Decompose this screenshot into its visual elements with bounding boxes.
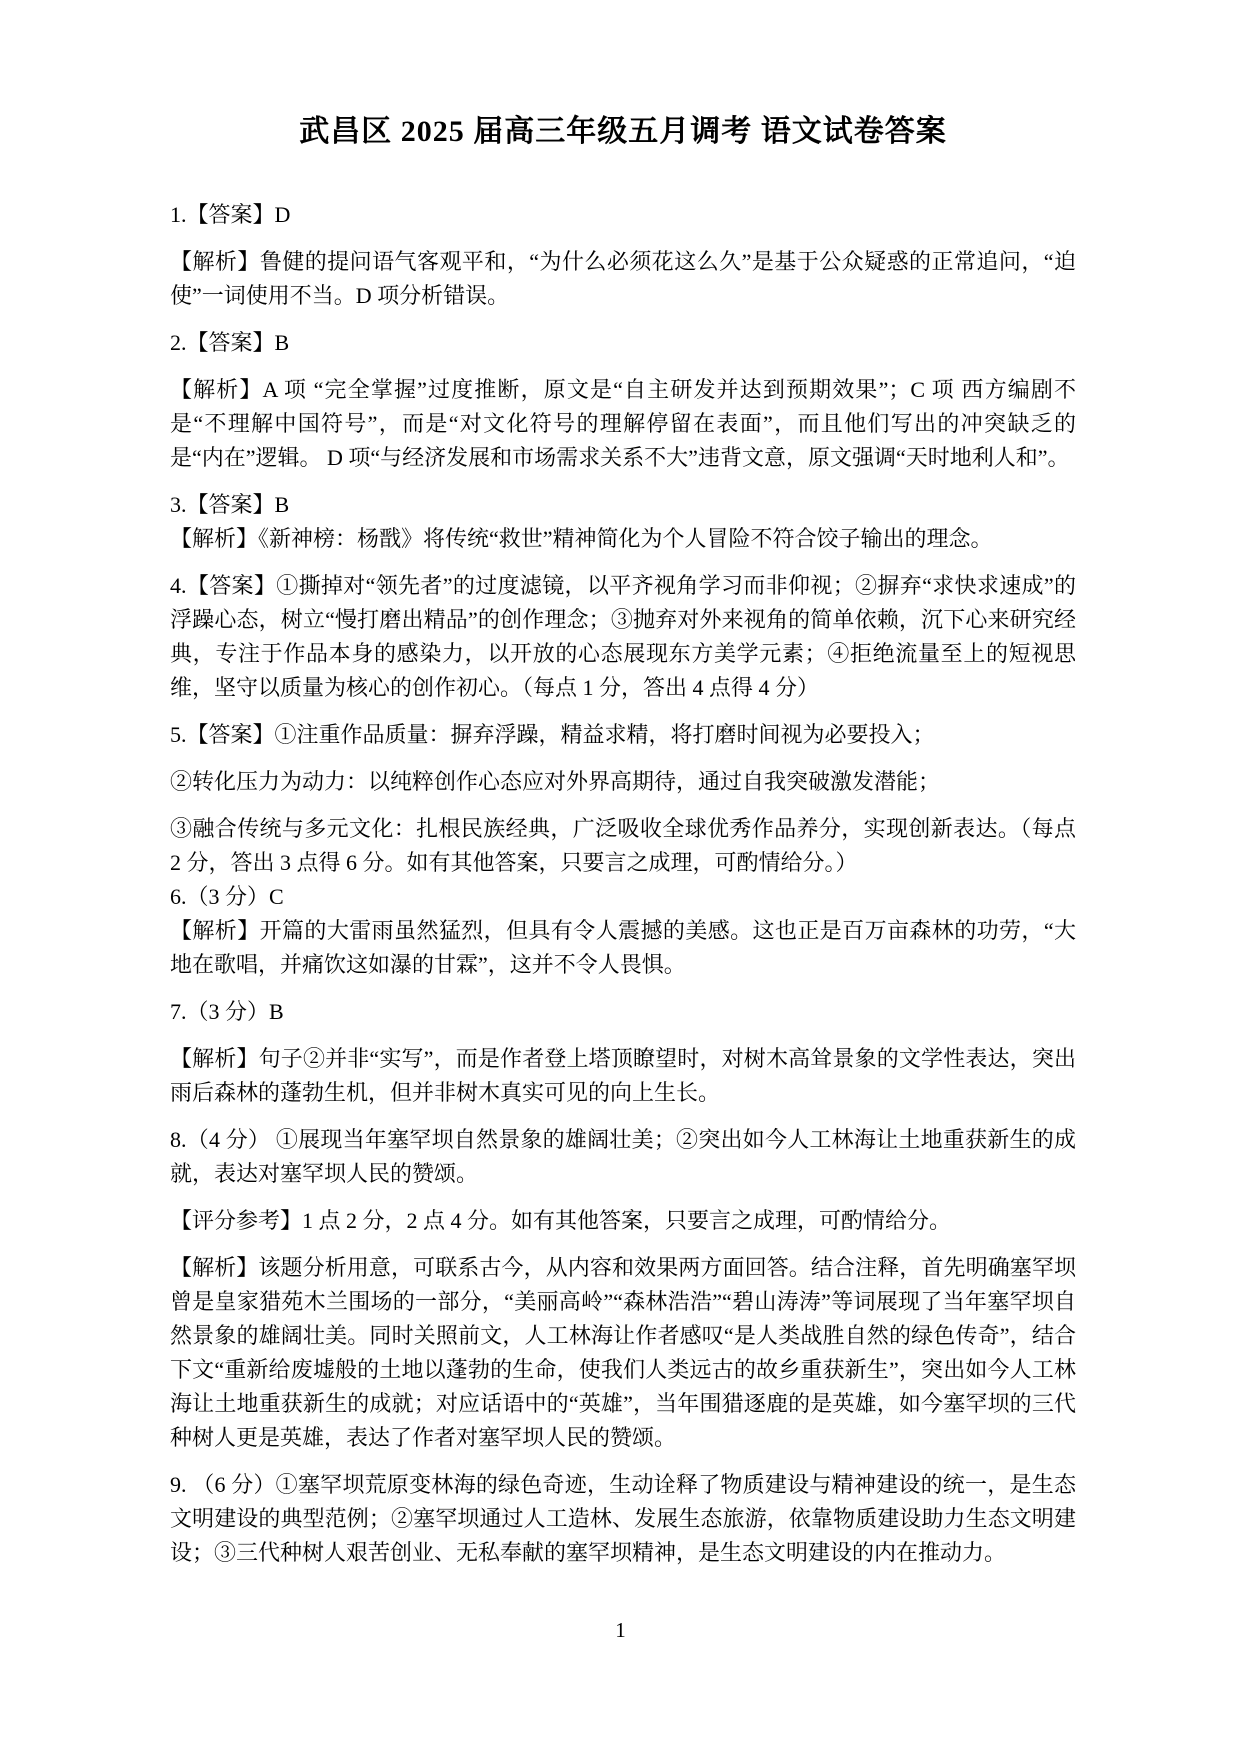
analysis-q1: 【解析】鲁健的提问语气客观平和，“为什么必须花这么久”是基于公众疑惑的正常追问，“迫使”一词使用不当。D 项分析错误。 [170, 249, 1077, 308]
analysis-q7: 【解析】句子②并非“实写”，而是作者登上塔顶瞭望时，对树木高耸景象的文学性表达，突出雨后森林的蓬勃生机，但并非树木真实可见的向上生长。 [170, 1046, 1076, 1105]
analysis-q6: 【解析】开篇的大雷雨虽然猛烈，但具有令人震撼的美感。这也正是百万亩森林的功劳，“大地在歌唱，并痛饮这如瀑的甘霖”，这并不令人畏惧。 [170, 918, 1076, 977]
answer-q9: 9. （6 分）①塞罕坝荒原变林海的绿色奇迹，生动诠释了物质建设与精神建设的统一，是生态文明建设的典型范例；②塞罕坝通过人工造林、发展生态旅游，依靠物质建设助力生态文明建设；③三代种树人艰苦创业、无私奉献的塞罕坝精神，是生态文明建设的内在推动力。 [170, 1472, 1076, 1565]
analysis-q2: 【解析】A 项 “完全掌握”过度推断，原文是“自主研发并达到预期效果”；C 项 西方编剧不是“不理解中国符号”，而是“对文化符号的理解停留在表面”，而且他们写出的冲突缺乏的是“内在”逻辑。 D 项“与经济发展和市场需求关系不大”违背文意，原文强调“天时地利人和”。 [170, 377, 1076, 470]
answer-q5-point3: ③融合传统与多元文化：扎根民族经典，广泛吸收全球优秀作品养分，实现创新表达。（每点 2 分，答出 3 点得 6 分。如有其他答案，只要言之成理，可酌情给分。） [170, 816, 1076, 875]
answer-q5-point2: ②转化压力为动力：以纯粹创作心态应对外界高期待，通过自我突破激发潜能； [170, 769, 941, 794]
answer-q1: 1.【答案】D [170, 202, 291, 227]
document-body [170, 112, 1076, 1570]
answer-q7: 7.（3 分）B [170, 999, 284, 1024]
answer-q5-point1: 5.【答案】①注重作品质量：摒弃浮躁，精益求精，将打磨时间视为必要投入； [170, 722, 935, 747]
answer-q2: 2.【答案】B [170, 330, 290, 355]
analysis-q3: 【解析】《新神榜：杨戬》将传统“救世”精神简化为个人冒险不符合饺子输出的理念。 [170, 526, 993, 551]
page-title: 武昌区 2025 届高三年级五月调考 语文试卷答案 [299, 115, 947, 148]
page-number: 1 [615, 1618, 626, 1642]
answer-q8: 8.（4 分） ①展现当年塞罕坝自然景象的雄阔壮美；②突出如今人工林海让土地重获新生的成就，表达对塞罕坝人民的赞颂。 [170, 1127, 1076, 1186]
analysis-q8: 【解析】该题分析用意，可联系古今，从内容和效果两方面回答。结合注释，首先明确塞罕坝曾是皇家猎苑木兰围场的一部分，“美丽高岭”“森林浩浩”“碧山涛涛”等词展现了当年塞罕坝自然景象的雄阔壮美。同时关照前文，人工林海让作者感叹“是人类战胜自然的绿色传奇”，结合下文“重新给废墟般的土地以蓬勃的生命，使我们人类远古的故乡重获新生”，突出如今人工林海让土地重获新生的成就；对应话语中的“英雄”，当年围猎逐鹿的是英雄，如今塞罕坝的三代种树人更是英雄，表达了作者对塞罕坝人民的赞颂。 [170, 1255, 1076, 1450]
scoring-reference-q8: 【评分参考】1 点 2 分，2 点 4 分。如有其他答案，只要言之成理，可酌情给分。 [170, 1208, 952, 1233]
answer-q4: 4.【答案】①撕掉对“领先者”的过度滤镜，以平齐视角学习而非仰视；②摒弃“求快求速成”的浮躁心态，树立“慢打磨出精品”的创作理念；③抛弃对外来视角的简单依赖，沉下心来研究经典，专注于作品本身的感染力，以开放的心态展现东方美学元素；④拒绝流量至上的短视思维，坚守以质量为核心的创作初心。（每点 1 分，答出 4 点得 4 分） [170, 573, 1076, 700]
answer-q6: 6.（3 分）C [170, 884, 284, 909]
answer-q3: 3.【答案】B [170, 492, 290, 517]
